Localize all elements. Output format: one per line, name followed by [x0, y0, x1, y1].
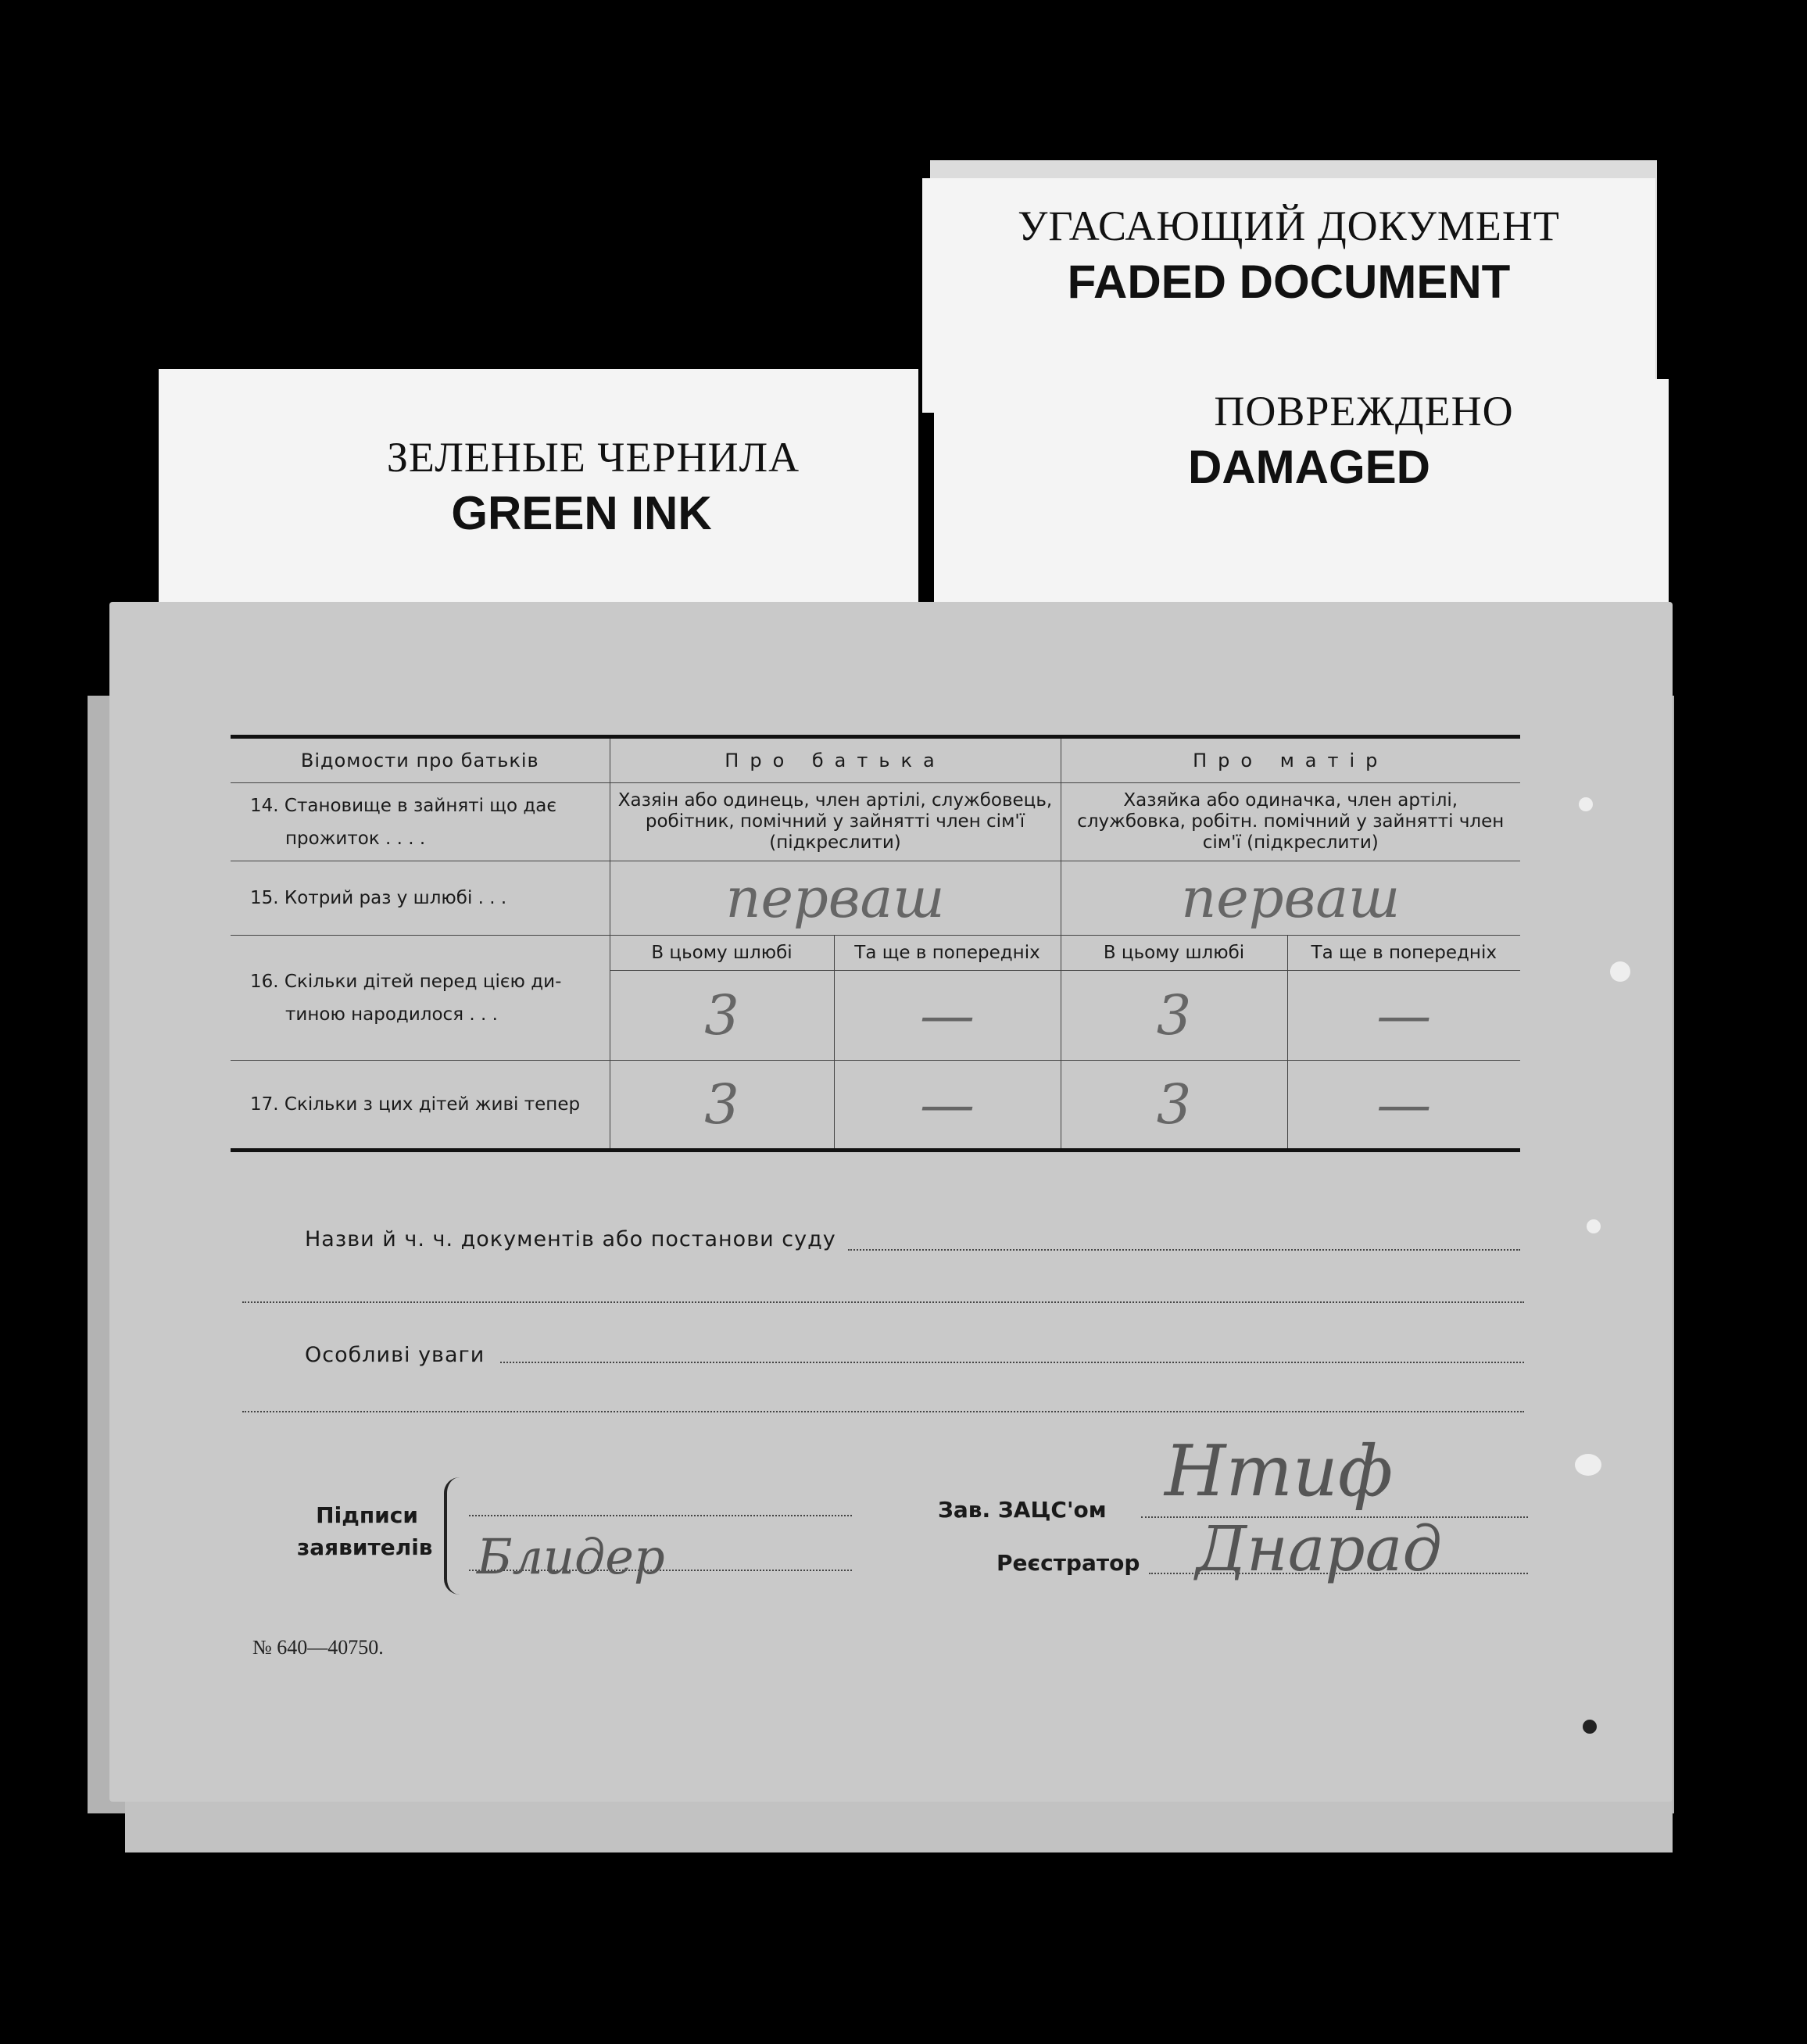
row17-mother-previous: — — [1287, 1061, 1520, 1151]
applicant-signature-line-1 — [469, 1515, 852, 1516]
row17-father-previous: — — [834, 1061, 1061, 1151]
green-ink-label — [159, 369, 918, 627]
row17-mother-this: 3 — [1061, 1061, 1287, 1151]
header-parents-info: Відомости про батьків — [231, 737, 610, 783]
table-header-row — [231, 737, 1520, 783]
form-number: № 640—40750. — [252, 1636, 384, 1659]
damage-speck — [1587, 1219, 1601, 1233]
damaged-label-en: DAMAGED — [1188, 441, 1430, 493]
registrar-label: Реєстратор — [997, 1550, 1140, 1576]
row14-father: Хазяін або одинець, член артілі, службовець, робітник, помічний у зайнятті член сім'ї (підкреслити) — [610, 783, 1061, 861]
row15-father-value: перваш — [610, 861, 1061, 936]
parents-info-form — [231, 735, 1520, 1152]
row16-mother-previous: — — [1287, 971, 1520, 1061]
table-row-15 — [231, 861, 1520, 936]
table-row-14 — [231, 783, 1520, 861]
row16-mother-this: 3 — [1061, 971, 1287, 1061]
damage-speck — [1575, 1454, 1601, 1476]
row14-label-line2: прожиток . . . . — [285, 828, 426, 849]
applicant-signature: Блидер — [477, 1528, 665, 1585]
damage-speck — [1579, 797, 1593, 811]
row14-mother: Хазяйка або одиначка, член артілі, службовка, робітн. помічний у зайнятті член сім'ї (підкреслити) — [1061, 783, 1520, 861]
registrar-signature: Днарад — [1196, 1512, 1443, 1585]
notes-line-2 — [242, 1411, 1524, 1412]
damage-speck — [1583, 1720, 1597, 1734]
head-label: Зав. ЗАЦС'ом — [938, 1497, 1107, 1523]
documents-line — [848, 1249, 1520, 1251]
faded-document-label — [922, 178, 1655, 413]
row16-father-previous: — — [834, 971, 1061, 1061]
row14-label — [231, 783, 610, 861]
parents-table — [231, 735, 1520, 1152]
header-mother: Про матір — [1061, 737, 1520, 783]
row16-label-line1: 16. Скільки дітей перед цією ди- — [250, 971, 562, 992]
documents-label: Назви й ч. ч. документів або постанови суду — [305, 1227, 836, 1251]
subheader-mother-this-marriage: В цьому шлюбі — [1061, 936, 1287, 971]
green-ink-label-ru: ЗЕЛЕНЫЕ ЧЕРНИЛА — [386, 434, 800, 481]
faded-label-ru: УГАСАЮЩИЙ ДОКУМЕНТ — [1018, 202, 1560, 249]
row16-label-line2: тиною народилося . . . — [285, 1004, 498, 1025]
faded-label-en: FADED DOCUMENT — [1067, 256, 1511, 308]
header-father: Про батька — [610, 737, 1061, 783]
row14-label-line1: 14. Становище в зайняті що дає — [250, 795, 556, 816]
head-signature: Нтиф — [1165, 1430, 1394, 1512]
damaged-label — [934, 379, 1669, 629]
row15-mother-value: перваш — [1061, 861, 1520, 936]
applicants-brace — [444, 1477, 463, 1595]
row17-father-this: 3 — [610, 1061, 834, 1151]
green-ink-label-en: GREEN INK — [451, 487, 712, 539]
table-row-17 — [231, 1061, 1520, 1151]
row15-label: 15. Котрий раз у шлюбі . . . — [231, 861, 610, 936]
applicants-label — [297, 1502, 433, 1560]
notes-line — [500, 1362, 1524, 1363]
row16-father-this: 3 — [610, 971, 834, 1061]
damaged-label-ru: ПОВРЕЖДЕНО — [1214, 388, 1514, 435]
documents-line-2 — [242, 1301, 1524, 1303]
damage-speck — [1610, 961, 1630, 982]
row16-label — [231, 936, 610, 1061]
table-subheader-row — [231, 936, 1520, 971]
notes-label: Особливі уваги — [305, 1343, 485, 1367]
subheader-father-previous: Та ще в попередніх — [834, 936, 1061, 971]
subheader-mother-previous: Та ще в попередніх — [1287, 936, 1520, 971]
row17-label: 17. Скільки з цих дітей живі тепер — [231, 1061, 610, 1151]
applicants-label-line2: заявителів — [297, 1534, 433, 1560]
subheader-father-this-marriage: В цьому шлюбі — [610, 936, 834, 971]
applicants-label-line1: Підписи — [316, 1502, 418, 1528]
